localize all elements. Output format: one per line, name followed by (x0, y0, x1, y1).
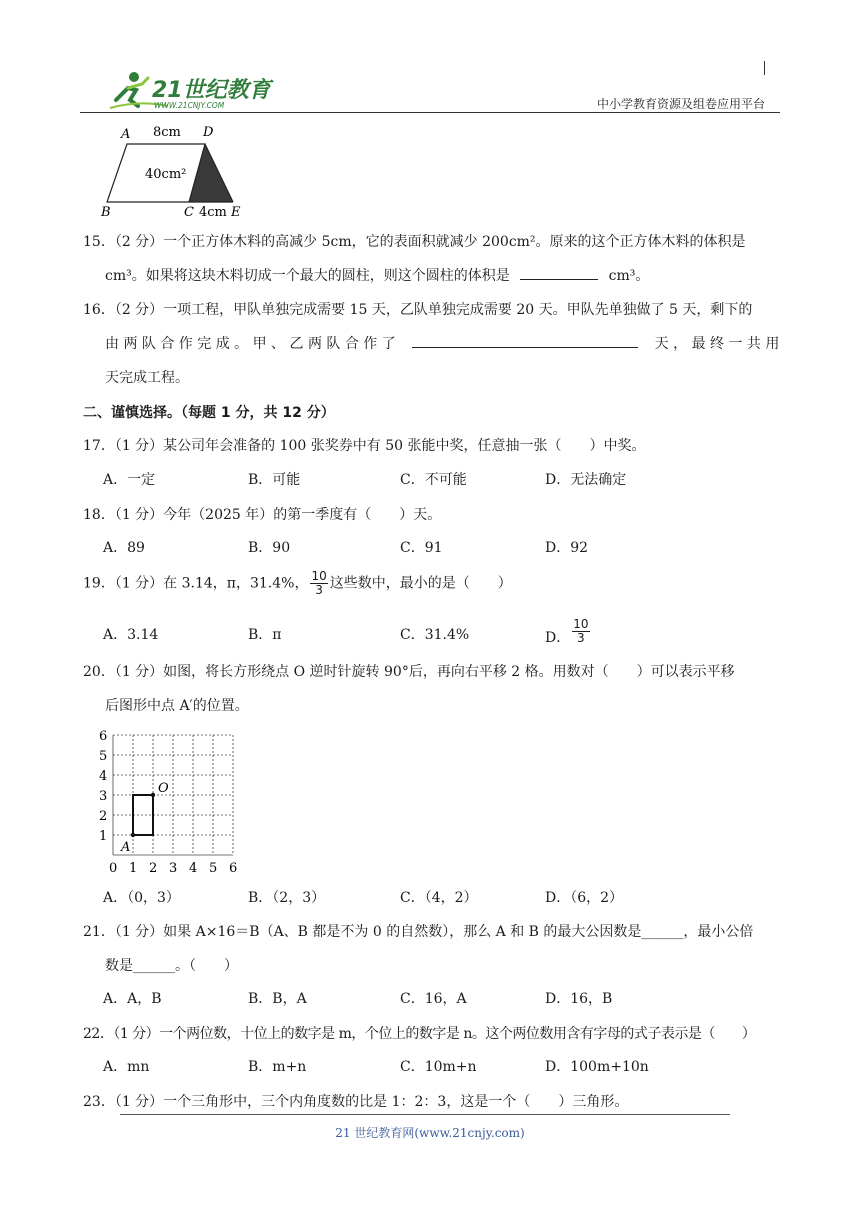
q21-option-c[interactable]: C．16，A (400, 991, 467, 1007)
q20-option-b[interactable]: B．（2，3） (248, 890, 326, 906)
y-tick-label: 4 (99, 769, 108, 784)
q21-option-a[interactable]: A．A，B (103, 991, 162, 1007)
y-tick-label: 3 (99, 789, 108, 804)
question-23-stem: 23．（1 分）一个三角形中，三个内角度数的比是 1：2：3，这是一个（ ）三角形。 (83, 1094, 629, 1110)
label-C: C (184, 205, 194, 220)
footer-text[interactable]: 21 世纪教育网(www.21cnjy.com) (335, 1126, 525, 1140)
q19-option-c[interactable]: C．31.4% (400, 627, 470, 643)
y-tick-label: 5 (99, 749, 108, 764)
label-bottom-length: 4cm (199, 205, 227, 220)
q19-option-b[interactable]: B．π (248, 627, 282, 643)
question-20 (83, 660, 778, 718)
q20-line1: 20．（1 分）如图，将长方形绕点 O 逆时针旋转 90°后，再向右平移 2 格。用数对（ ）可以表示平移 (83, 664, 735, 680)
point-O-label: O (158, 781, 169, 796)
x-tick-label: 6 (229, 861, 238, 876)
point-O-dot (151, 793, 155, 797)
logo-text: 21世纪教育 (152, 78, 271, 103)
question-18-options (103, 537, 783, 559)
q16-line1: 16．（2 分）一项工程，甲队单独完成需要 15 天，乙队单独完成需要 20 天。甲队先单独做了 5 天，剩下的 (83, 302, 753, 318)
question-22-stem: 22．（1 分）一个两位数，十位上的数字是 m，个位上的数字是 n。这个两位数用含有字母的式子表示是（ ） (83, 1026, 756, 1042)
q20-option-d[interactable]: D．（6，2） (545, 890, 624, 906)
q17-option-a[interactable]: A．一定 (103, 472, 156, 488)
q21-line1: 21．（1 分）如果 A×16＝B（A、B 都是不为 0 的自然数），那么 A 和 B 的最大公因数是______，最小公倍 (83, 924, 754, 940)
q20-option-c[interactable]: C．（4，2） (400, 890, 478, 906)
q19-option-d-fraction: $\frac{10}{3}$ (573, 617, 589, 645)
q16-line3: 天完成工程。 (105, 370, 189, 386)
q19-fraction (310, 570, 327, 597)
q15-answer-blank[interactable] (520, 265, 598, 280)
q22-option-d[interactable]: D．100m+10n (545, 1059, 649, 1075)
q15-text-b: cm³。 (608, 268, 650, 284)
question-16 (83, 298, 778, 390)
trapezoid-figure (95, 118, 265, 220)
q19-text-b: 这些数中，最小的是（ ） (329, 575, 512, 592)
question-18-stem: 18．（1 分）今年（2025 年）的第一季度有（ ）天。 (83, 507, 442, 523)
q19-frac-num: 10 (311, 569, 327, 583)
y-tick-label: 1 (99, 829, 108, 844)
q15-line2 (83, 264, 778, 288)
section-heading: 二、谨慎选择。（每题 1 分，共 12 分） (83, 405, 335, 421)
q18-option-d[interactable]: D．92 (545, 540, 589, 556)
question-17-options (103, 469, 783, 491)
y-tick-label: 2 (99, 809, 108, 824)
x-tick-label: 0 (109, 861, 118, 876)
label-A: A (121, 127, 131, 142)
grid-lines (113, 735, 233, 855)
q18-option-b[interactable]: B．90 (248, 540, 291, 556)
point-A-dot (131, 833, 135, 837)
q17-option-c[interactable]: C．不可能 (400, 472, 467, 488)
q19-frac-den: 3 (315, 583, 323, 597)
question-20-options (103, 887, 783, 909)
q20-option-a[interactable]: A．（0，3） (103, 890, 180, 906)
q16-answer-blank[interactable] (412, 333, 638, 348)
x-tick-label: 4 (189, 861, 198, 876)
q17-option-d[interactable]: D．无法确定 (545, 472, 627, 488)
q19-option-d[interactable]: D． $\frac{10}{3}$ (545, 617, 589, 646)
q18-option-c[interactable]: C．91 (400, 540, 443, 556)
question-17-stem: 17．（1 分）某公司年会准备的 100 张奖券中有 50 张能中奖，任意抽一张（ ）中奖。 (83, 438, 646, 454)
q19-option-a[interactable]: A．3.14 (103, 627, 159, 643)
footer-divider (120, 1114, 730, 1115)
shaded-triangle (189, 144, 233, 202)
q15-text-a: cm³。如果将这块木料切成一个最大的圆柱，则这个圆柱的体积是 (105, 268, 510, 284)
y-tick-labels (99, 729, 107, 844)
q20-line2: 后图形中点 A′的位置。 (105, 698, 249, 714)
logo-url: WWW.21CNJY.COM (154, 101, 225, 110)
question-19-options (103, 618, 783, 652)
q17-option-b[interactable]: B．可能 (248, 472, 301, 488)
q22-option-b[interactable]: B．m+n (248, 1059, 307, 1075)
q16-line2 (83, 332, 778, 356)
header-divider (80, 112, 780, 113)
q21-option-d[interactable]: D．16，B (545, 991, 613, 1007)
q16-text-b: 天 ， 最 终 一 共 用 (654, 336, 780, 352)
y-tick-label: 6 (99, 729, 108, 744)
question-21 (83, 920, 778, 978)
label-area: 40cm² (145, 167, 187, 182)
q19-text-a: 19．（1 分）在 3.14，π，31.4%， (83, 575, 309, 592)
runner-logo-icon (108, 70, 283, 112)
platform-title: 中小学教育资源及组卷应用平台 (596, 97, 765, 111)
coordinate-grid (96, 724, 246, 876)
x-tick-labels (109, 861, 237, 876)
question-21-options (103, 988, 783, 1010)
x-tick-label: 3 (169, 861, 178, 876)
q22-option-a[interactable]: A．mn (103, 1059, 150, 1075)
q22-option-c[interactable]: C．10m+n (400, 1059, 477, 1075)
question-19-stem (83, 570, 778, 597)
q15-line1: 15．（2 分）一个正方体木料的高减少 5cm，它的表面积就减少 200cm²。原来的这个正方体木料的体积是 (83, 234, 746, 250)
question-15 (83, 230, 778, 288)
point-A-label: A (121, 840, 131, 855)
x-tick-label: 1 (129, 861, 138, 876)
label-D: D (203, 125, 214, 140)
label-top-length: 8cm (153, 125, 181, 140)
header-tick (764, 61, 765, 75)
q16-text-a: 由 两 队 合 作 完 成 。 甲 、 乙 两 队 合 作 了 (105, 336, 396, 352)
site-logo[interactable] (108, 70, 283, 112)
question-22-options (103, 1056, 783, 1078)
q18-option-a[interactable]: A．89 (103, 540, 145, 556)
label-E: E (231, 205, 241, 220)
q21-line2: 数是______。（ ） (105, 958, 238, 974)
label-B: B (101, 205, 111, 220)
q21-option-b[interactable]: B．B，A (248, 991, 307, 1007)
x-tick-label: 5 (209, 861, 218, 876)
x-tick-label: 2 (149, 861, 158, 876)
